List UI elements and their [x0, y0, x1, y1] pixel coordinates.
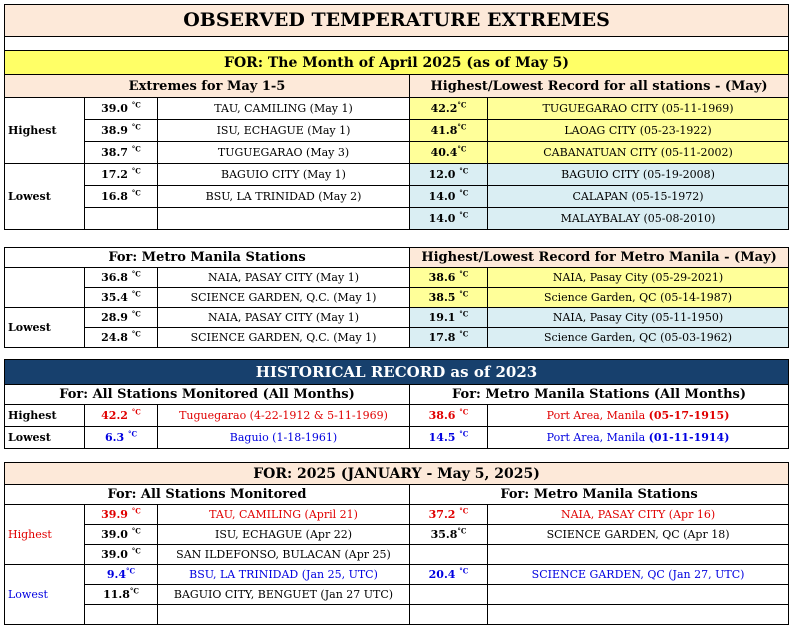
temp-value: 39.0 $^{^\circ C}$ — [85, 525, 158, 545]
temp-value: 36.8 $^{^\circ C}$ — [85, 268, 158, 288]
record-temp: 14.0 $^{^\circ C}$ — [410, 186, 488, 208]
temp-value: 42.2 $^{^\circ C}$ — [85, 405, 158, 427]
highest-label: Highest — [5, 505, 85, 565]
record-station: Port Area, Manila (05-17-1915) — [488, 405, 789, 427]
lowest-label: Lowest — [5, 565, 85, 625]
station-name: TAU, CAMILING (May 1) — [158, 98, 410, 120]
record-station: MALAYBALAY (05-08-2010) — [488, 208, 789, 230]
historical-all-header: For: All Stations Monitored (All Months) — [5, 385, 410, 405]
temp-value: 39.0 $^{^\circ C}$ — [85, 545, 158, 565]
extremes-table — [4, 4, 789, 230]
record-station: CABANATUAN CITY (05-11-2002) — [488, 142, 789, 164]
temp-value: $11.8^{^\circ C}$ — [85, 585, 158, 605]
temp-value: 17.2 $^{^\circ C}$ — [85, 164, 158, 186]
temp-value: 6.3 $^{^\circ C}$ — [85, 427, 158, 449]
record-temp: $42.2^{^\circ C}$ — [410, 98, 488, 120]
empty-cell — [158, 605, 410, 625]
month-subtitle: FOR: The Month of April 2025 (as of May 5) — [5, 51, 789, 75]
temp-value: $9.4^{^\circ C}$ — [85, 565, 158, 585]
station-name: NAIA, PASAY CITY (May 1) — [158, 268, 410, 288]
record-temp: 38.6 $^{^\circ C}$ — [410, 268, 488, 288]
station-name: SAN ILDEFONSO, BULACAN (Apr 25) — [158, 545, 410, 565]
station-name: BSU, LA TRINIDAD (May 2) — [158, 186, 410, 208]
temp-value: 24.8 $^{^\circ C}$ — [85, 328, 158, 348]
record-temp: 19.1 $^{^\circ C}$ — [410, 308, 488, 328]
year-2025-table — [4, 462, 789, 625]
record-temp: 14.5 $^{^\circ C}$ — [410, 427, 488, 449]
station-name: TAU, CAMILING (April 21) — [158, 505, 410, 525]
empty-cell — [488, 605, 789, 625]
record-station: SCIENCE GARDEN, QC (Apr 18) — [488, 525, 789, 545]
empty-cell — [410, 545, 488, 565]
temp-value: 28.9 $^{^\circ C}$ — [85, 308, 158, 328]
empty-cell — [488, 545, 789, 565]
year-all-header: For: All Stations Monitored — [5, 485, 410, 505]
metro-header: For: Metro Manila Stations — [5, 248, 410, 268]
station-name: SCIENCE GARDEN, Q.C. (May 1) — [158, 288, 410, 308]
record-temp: $40.4^{^\circ C}$ — [410, 142, 488, 164]
station-name: BAGUIO CITY (May 1) — [158, 164, 410, 186]
year-metro-header: For: Metro Manila Stations — [410, 485, 789, 505]
temp-value: 38.7 $^{^\circ C}$ — [85, 142, 158, 164]
historical-table — [4, 359, 789, 449]
lowest-label: Lowest — [5, 308, 85, 348]
station-name: SCIENCE GARDEN, Q.C. (May 1) — [158, 328, 410, 348]
station-name: TUGUEGARAO (May 3) — [158, 142, 410, 164]
record-temp: 38.5 $^{^\circ C}$ — [410, 288, 488, 308]
empty-cell — [410, 605, 488, 625]
station-name: NAIA, PASAY CITY (May 1) — [158, 308, 410, 328]
record-temp: 20.4 $^{^\circ C}$ — [410, 565, 488, 585]
year-2025-title: FOR: 2025 (JANUARY - May 5, 2025) — [5, 463, 789, 485]
station-name: BSU, LA TRINIDAD (Jan 25, UTC) — [158, 565, 410, 585]
may-records-header: Highest/Lowest Record for all stations - (May) — [410, 75, 789, 98]
record-temp: 12.0 $^{^\circ C}$ — [410, 164, 488, 186]
record-temp: 17.8 $^{^\circ C}$ — [410, 328, 488, 348]
record-temp: 38.6 $^{^\circ C}$ — [410, 405, 488, 427]
empty-cell — [158, 208, 410, 230]
lowest-label: Lowest — [5, 427, 85, 449]
station-name: Tuguegarao (4-22-1912 & 5-11-1969) — [158, 405, 410, 427]
record-station: NAIA, PASAY CITY (Apr 16) — [488, 505, 789, 525]
record-station: CALAPAN (05-15-1972) — [488, 186, 789, 208]
temp-value: 38.9 $^{^\circ C}$ — [85, 120, 158, 142]
record-temp: 14.0 $^{^\circ C}$ — [410, 208, 488, 230]
record-station: Science Garden, QC (05-03-1962) — [488, 328, 789, 348]
may-extremes-header: Extremes for May 1-5 — [5, 75, 410, 98]
lowest-label: Lowest — [5, 164, 85, 230]
empty-cell — [85, 605, 158, 625]
empty-cell — [488, 585, 789, 605]
record-temp: 37.2 $^{^\circ C}$ — [410, 505, 488, 525]
metro-records-header: Highest/Lowest Record for Metro Manila - (May) — [410, 248, 789, 268]
temp-value: 16.8 $^{^\circ C}$ — [85, 186, 158, 208]
empty-cell — [410, 585, 488, 605]
empty-cell — [85, 208, 158, 230]
station-name: ISU, ECHAGUE (May 1) — [158, 120, 410, 142]
record-station: TUGUEGARAO CITY (05-11-1969) — [488, 98, 789, 120]
station-name: ISU, ECHAGUE (Apr 22) — [158, 525, 410, 545]
station-name: BAGUIO CITY, BENGUET (Jan 27 UTC) — [158, 585, 410, 605]
record-station: LAOAG CITY (05-23-1922) — [488, 120, 789, 142]
metro-manila-table — [4, 247, 789, 348]
temp-value: 39.9 $^{^\circ C}$ — [85, 505, 158, 525]
highest-label: Highest — [5, 98, 85, 164]
record-station: BAGUIO CITY (05-19-2008) — [488, 164, 789, 186]
temp-value: 35.4 $^{^\circ C}$ — [85, 288, 158, 308]
record-station: Port Area, Manila (01-11-1914) — [488, 427, 789, 449]
temp-value: 39.0 $^{^\circ C}$ — [85, 98, 158, 120]
historical-metro-header: For: Metro Manila Stations (All Months) — [410, 385, 789, 405]
historical-title: HISTORICAL RECORD as of 2023 — [5, 360, 789, 385]
record-station: SCIENCE GARDEN, QC (Jan 27, UTC) — [488, 565, 789, 585]
record-station: Science Garden, QC (05-14-1987) — [488, 288, 789, 308]
record-temp: $35.8^{^\circ C}$ — [410, 525, 488, 545]
record-station: NAIA, Pasay City (05-11-1950) — [488, 308, 789, 328]
highest-label: Highest — [5, 405, 85, 427]
empty-label-cell — [5, 268, 85, 308]
record-temp: $41.8^{^\circ C}$ — [410, 120, 488, 142]
station-name: Baguio (1-18-1961) — [158, 427, 410, 449]
record-station: NAIA, Pasay City (05-29-2021) — [488, 268, 789, 288]
page-title: OBSERVED TEMPERATURE EXTREMES — [5, 5, 789, 37]
